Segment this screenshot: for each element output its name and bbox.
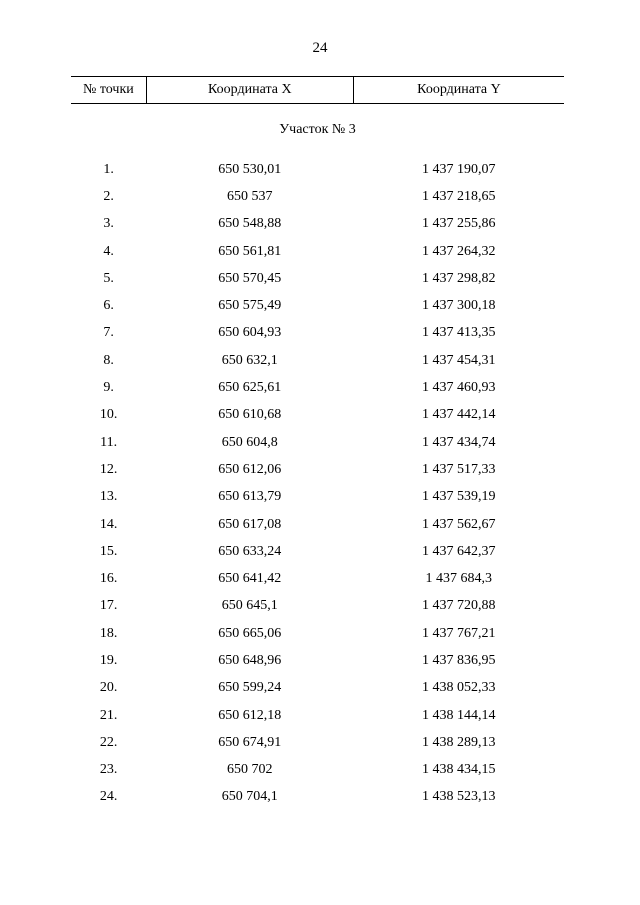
table-row <box>71 320 564 347</box>
point-number-cell: 19. <box>99 652 118 668</box>
point-number-cell: 20. <box>99 680 118 696</box>
point-number-cell: 18. <box>99 625 118 641</box>
coordinate-x-cell: 650 665,06 <box>218 625 282 641</box>
point-number-cell: 13. <box>99 489 118 505</box>
table-row <box>71 593 564 620</box>
point-number-cell: 22. <box>99 734 118 750</box>
coordinate-y-cell: 1 437 460,93 <box>421 380 496 396</box>
table-row <box>71 265 564 292</box>
point-number-cell: 9. <box>103 380 114 396</box>
point-number-cell: 12. <box>99 461 118 477</box>
coordinate-x-cell: 650 645,1 <box>221 598 278 614</box>
table-row <box>71 347 564 374</box>
coordinate-y-cell: 1 437 255,86 <box>421 216 496 232</box>
table-row <box>71 675 564 702</box>
header-coordinate-x: Координата X <box>146 77 353 104</box>
point-number-cell: 6. <box>103 298 114 314</box>
coordinate-x-cell: 650 702 <box>227 762 273 778</box>
coordinate-x-cell: 650 617,08 <box>218 516 282 532</box>
table-row <box>71 183 564 210</box>
table-row <box>71 429 564 456</box>
table-row <box>71 565 564 592</box>
section-title: Участок № 3 <box>279 122 356 137</box>
point-number-cell: 10. <box>99 407 118 423</box>
header-coordinate-y: Координата Y <box>353 77 564 104</box>
header-point-number: № точки <box>71 77 146 104</box>
coordinate-x-cell: 650 604,8 <box>221 434 278 450</box>
point-number-cell: 8. <box>103 352 114 368</box>
point-number-cell: 5. <box>103 270 114 286</box>
table-row <box>71 702 564 729</box>
point-number-cell: 2. <box>103 188 114 204</box>
coordinate-y-cell: 1 437 720,88 <box>421 598 496 614</box>
point-number-cell: 3. <box>103 216 114 232</box>
coordinate-x-cell: 650 704,1 <box>221 789 278 805</box>
point-number-cell: 17. <box>99 598 118 614</box>
coordinate-y-cell: 1 438 523,13 <box>421 789 496 805</box>
page-number: 24 <box>312 40 328 56</box>
coordinate-x-cell: 650 632,1 <box>221 352 278 368</box>
coordinate-y-cell: 1 437 442,14 <box>421 407 496 423</box>
table-row <box>71 484 564 511</box>
point-number-cell: 14. <box>99 516 118 532</box>
point-number-cell: 21. <box>99 707 118 723</box>
table-row <box>71 729 564 756</box>
coordinate-x-cell: 650 537 <box>227 188 273 204</box>
coordinate-y-cell: 1 437 517,33 <box>421 461 496 477</box>
coordinate-x-cell: 650 610,68 <box>218 407 282 423</box>
coordinate-x-cell: 650 612,18 <box>218 707 282 723</box>
table-row <box>71 511 564 538</box>
table-body <box>71 104 564 812</box>
coordinate-y-cell: 1 437 413,35 <box>421 325 496 341</box>
point-number-cell: 23. <box>99 762 118 778</box>
coordinate-y-cell: 1 438 289,13 <box>421 734 496 750</box>
coordinate-y-cell: 1 437 454,31 <box>421 352 496 368</box>
coordinate-x-cell: 650 641,42 <box>218 571 282 587</box>
coordinate-y-cell: 1 437 264,32 <box>421 243 496 259</box>
table-row <box>71 292 564 319</box>
point-number-cell: 24. <box>99 789 118 805</box>
table-row <box>71 538 564 565</box>
point-number-cell: 11. <box>100 434 118 450</box>
coordinate-y-cell: 1 437 218,65 <box>421 188 496 204</box>
coordinate-x-cell: 650 570,45 <box>218 270 282 286</box>
table-row <box>71 238 564 265</box>
table-row <box>71 620 564 647</box>
coordinate-x-cell: 650 648,96 <box>218 652 282 668</box>
coordinate-y-cell: 1 437 684,3 <box>425 571 492 587</box>
coordinate-y-cell: 1 437 836,95 <box>421 652 496 668</box>
coordinate-x-cell: 650 604,93 <box>218 325 282 341</box>
coordinate-y-cell: 1 437 300,18 <box>421 298 496 314</box>
table-row <box>71 456 564 483</box>
coordinate-x-cell: 650 612,06 <box>218 461 282 477</box>
point-number-cell: 1. <box>103 161 114 177</box>
coordinate-x-cell: 650 561,81 <box>218 243 282 259</box>
point-number-cell: 4. <box>103 243 114 259</box>
point-number-cell: 15. <box>99 543 118 559</box>
table-row <box>71 156 564 183</box>
coordinate-y-cell: 1 437 767,21 <box>421 625 496 641</box>
coordinate-y-cell: 1 438 434,15 <box>421 762 496 778</box>
point-number-cell: 16. <box>99 571 118 587</box>
coordinate-y-cell: 1 437 298,82 <box>421 270 496 286</box>
table-row <box>71 402 564 429</box>
table-row <box>71 784 564 811</box>
coordinate-y-cell: 1 437 562,67 <box>421 516 496 532</box>
coordinate-y-cell: 1 437 434,74 <box>421 434 496 450</box>
coordinate-x-cell: 650 548,88 <box>218 216 282 232</box>
table-row <box>71 374 564 401</box>
table-row <box>71 647 564 674</box>
coordinate-y-cell: 1 438 052,33 <box>421 680 496 696</box>
coordinate-y-cell: 1 437 190,07 <box>421 161 496 177</box>
coordinate-x-cell: 650 599,24 <box>218 680 282 696</box>
coordinate-y-cell: 1 437 539,19 <box>421 489 496 505</box>
table-row <box>71 211 564 238</box>
coordinate-x-cell: 650 674,91 <box>218 734 282 750</box>
section-row <box>71 104 564 157</box>
table-row <box>71 757 564 784</box>
coordinate-x-cell: 650 633,24 <box>218 543 282 559</box>
point-number-cell: 7. <box>103 325 114 341</box>
coordinate-x-cell: 650 613,79 <box>218 489 282 505</box>
coordinate-x-cell: 650 530,01 <box>218 161 282 177</box>
coordinate-x-cell: 650 575,49 <box>218 298 282 314</box>
coordinate-y-cell: 1 437 642,37 <box>421 543 496 559</box>
coordinates-table <box>71 76 564 811</box>
coordinate-x-cell: 650 625,61 <box>218 380 282 396</box>
coordinate-y-cell: 1 438 144,14 <box>421 707 496 723</box>
table-header-row <box>71 77 564 104</box>
